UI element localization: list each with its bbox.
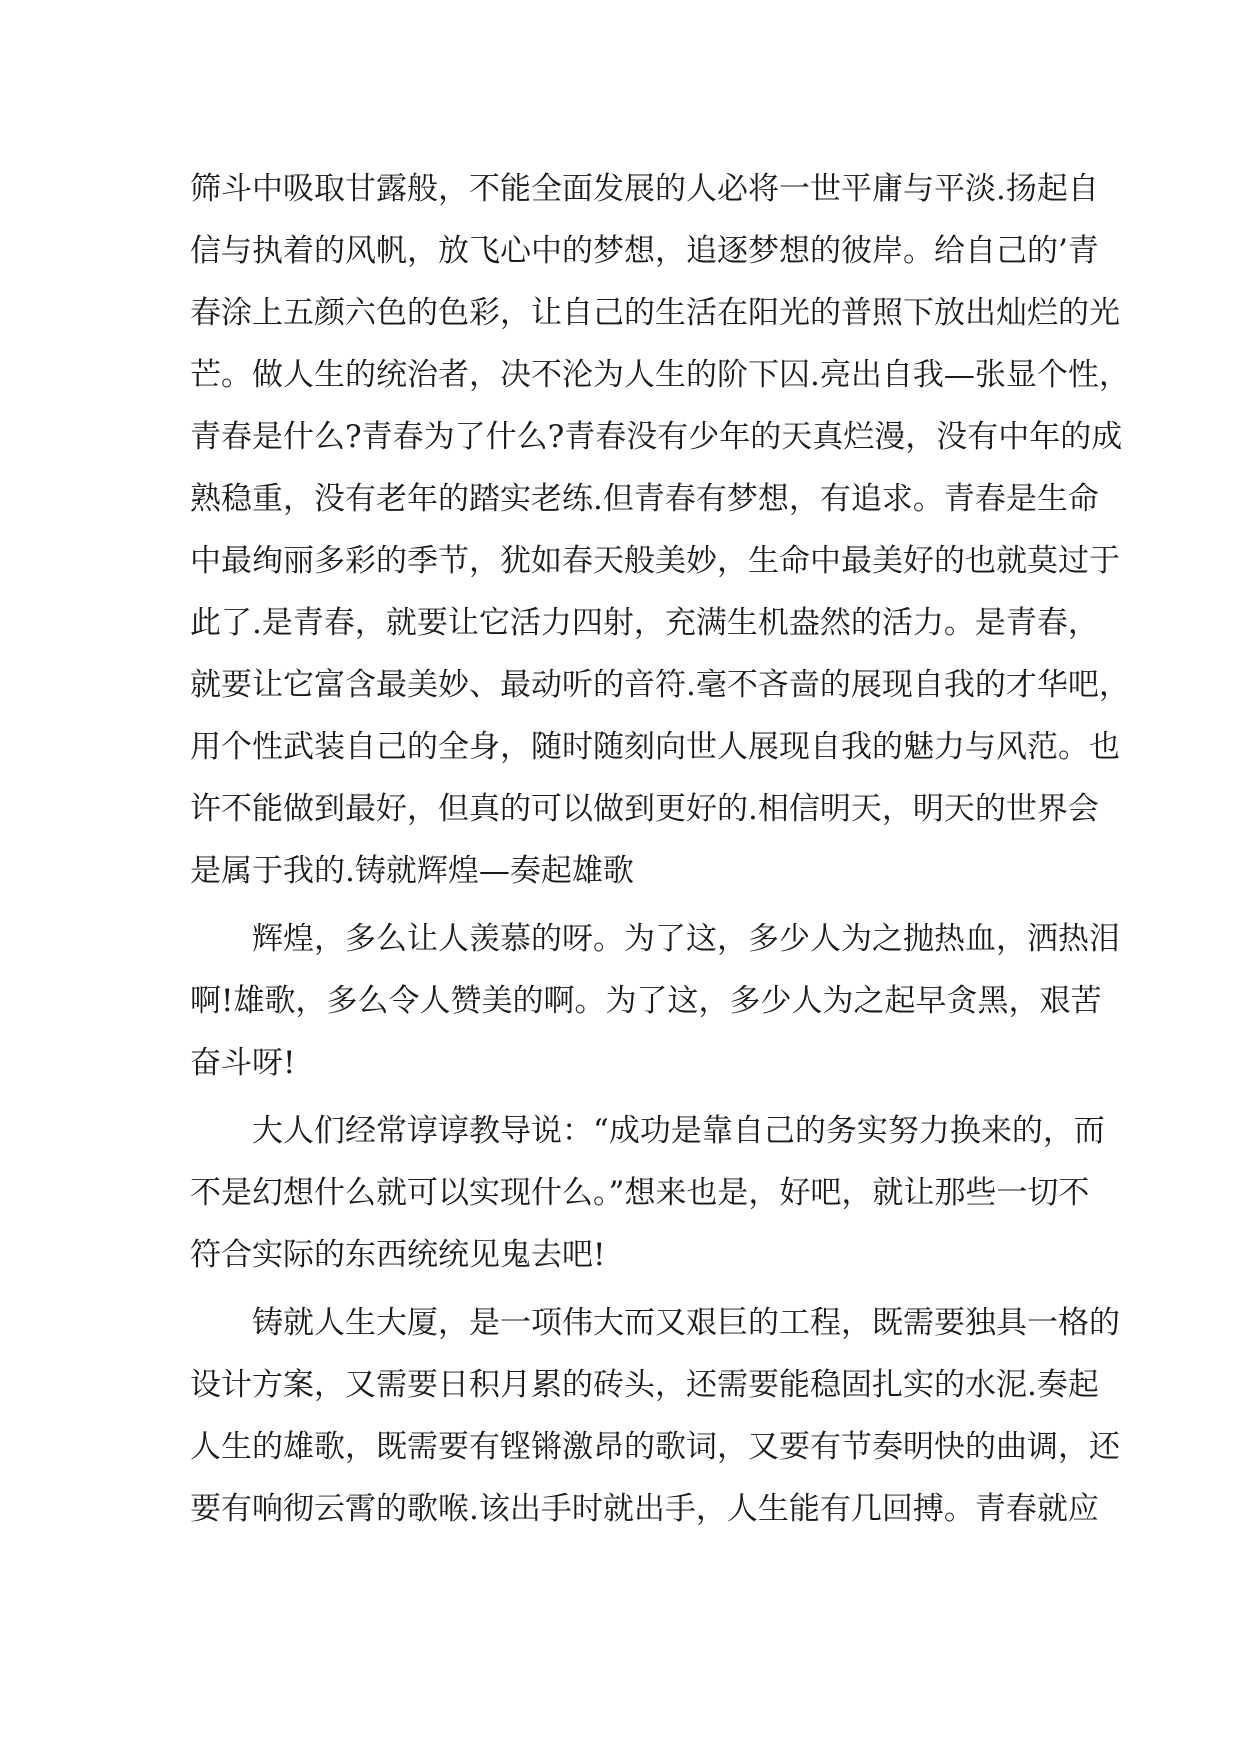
text-line: 筛斗中吸取甘露般，不能全面发展的人必将一世平庸与平淡.扬起自 [190,171,1099,207]
paragraph-4 [190,1292,1120,1540]
document-body [190,158,1130,1540]
text-line: 是属于我的.铸就辉煌—奏起雄歌 [190,853,634,889]
paragraph-3 [190,1100,1105,1286]
text-line: 芒。做人生的统治者，决不沦为人生的阶下囚.亮出自我—张显个性， [190,357,1130,393]
text-line: 设计方案，又需要日积月累的砖头，还需要能稳固扎实的水泥.奏起 [190,1367,1099,1403]
text-line: 要有响彻云霄的歌喉.该出手时就出手，人生能有几回搏。青春就应 [190,1491,1099,1527]
text-line: 熟稳重，没有老年的踏实老练.但青春有梦想，有追求。青春是生命 [190,481,1099,517]
text-line: 青春是什么?青春为了什么?青春没有少年的天真烂漫，没有中年的成 [190,419,1123,455]
text-line: 许不能做到最好，但真的可以做到更好的.相信明天，明天的世界会 [190,791,1099,827]
text-line: 奋斗呀! [190,1045,296,1081]
text-line: 符合实际的东西统统见鬼去吧! [190,1237,606,1273]
paragraph-2 [190,908,1120,1094]
text-line: 大人们经常谆谆教导说：“成功是靠自己的务实努力换来的，而 [252,1113,1105,1149]
text-line: 铸就人生大厦，是一项伟大而又艰巨的工程，既需要独具一格的 [252,1305,1120,1341]
text-line: 不是幻想什么就可以实现什么。”想来也是，好吧，就让那些一切不 [190,1175,1090,1211]
text-line: 啊!雄歌，多么令人赞美的啊。为了这，多少人为之起早贪黑，艰苦 [190,983,1102,1019]
text-line: 用个性武装自己的全身，随时随刻向世人展现自我的魅力与风范。也 [190,729,1120,765]
text-line: 中最绚丽多彩的季节，犹如春天般美妙，生命中最美好的也就莫过于 [190,543,1120,579]
text-line: 辉煌，多么让人羡慕的呀。为了这，多少人为之抛热血，洒热泪 [252,921,1120,957]
text-line: 就要让它富含最美妙、最动听的音符.毫不吝啬的展现自我的才华吧， [190,667,1130,703]
text-line: 此了.是青春，就要让它活力四射，充满生机盎然的活力。是青春， [190,605,1099,641]
text-line: 人生的雄歌，既需要有铿锵激昂的歌词，又要有节奏明快的曲调，还 [190,1429,1120,1465]
text-line: 信与执着的风帆，放飞心中的梦想，追逐梦想的彼岸。给自己的’青 [190,233,1099,269]
text-line: 春涂上五颜六色的色彩，让自己的生活在阳光的普照下放出灿烂的光 [190,295,1120,331]
paragraph-1 [190,158,1130,902]
